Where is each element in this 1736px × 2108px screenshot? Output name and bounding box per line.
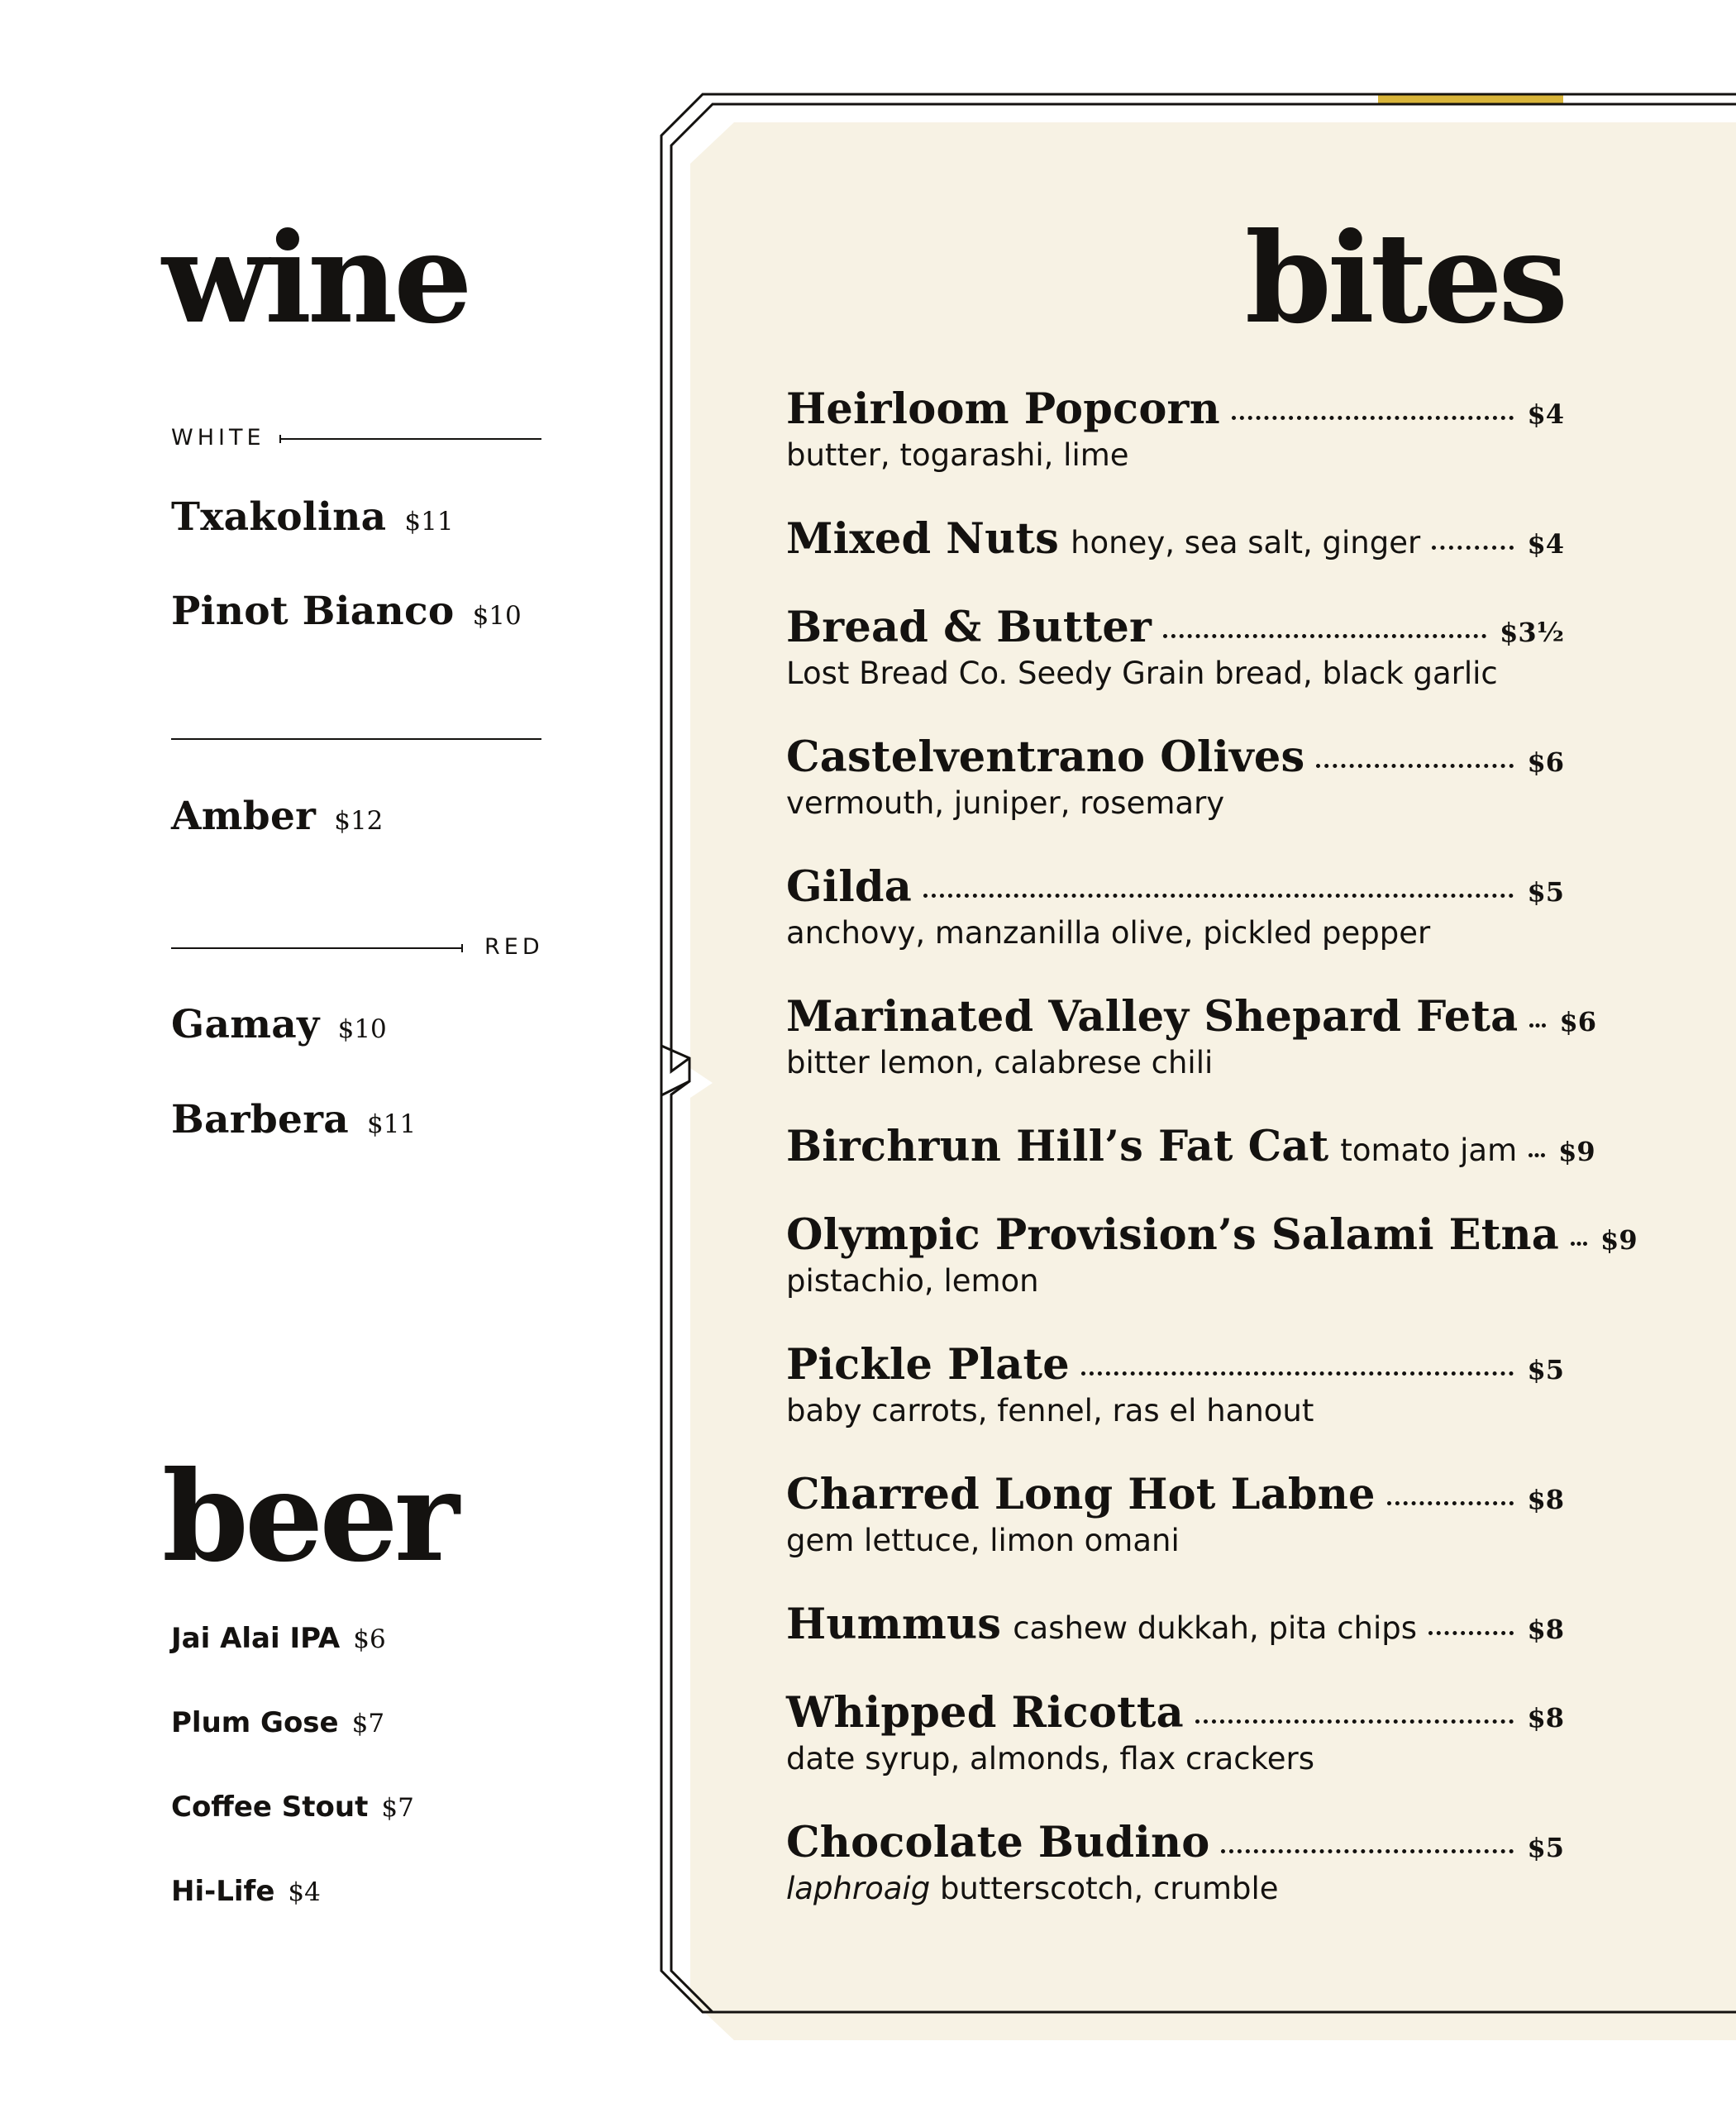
wine-name: Pinot Bianco [171,589,455,634]
wine-name: Amber [171,794,317,839]
beer-price: $6 [353,1624,386,1654]
bite-item [786,1340,1564,1429]
bite-price: $5 [1527,1354,1564,1385]
dotted-leader [1529,1153,1545,1157]
dotted-leader [923,894,1514,898]
bite-item [786,1818,1564,1907]
bite-price: $6 [1527,746,1564,778]
bite-name: Olympic Provision’s Salami Etna [786,1210,1560,1260]
bite-description-rest: butterscotch, crumble [930,1871,1279,1906]
bite-description: butter, togarashi, lime [786,437,1129,473]
bite-name: Charred Long Hot Labne [786,1470,1376,1519]
bite-name: Birchrun Hill’s Fat Cat [786,1122,1329,1171]
bite-item [786,1600,1564,1653]
wine-name: Txakolina [171,494,387,540]
bite-item [786,862,1564,951]
beer-name: Plum Gose [171,1706,339,1739]
bite-description: gem lettuce, limon omani [786,1523,1180,1558]
bite-description [786,1871,1564,1907]
bite-name: Mixed Nuts [786,514,1060,564]
beer-name: Hi-Life [171,1875,275,1908]
bite-price: $9 [1558,1136,1595,1167]
wine-price: $10 [472,601,522,631]
wine-price: $11 [404,507,454,537]
wine-name: Gamay [171,1002,320,1047]
card-frame-notch [661,1046,689,1095]
bite-description: baby carrots, fennel, ras el hanout [786,1393,1314,1428]
bite-name: Bread & Butter [786,603,1152,652]
bite-price: $5 [1527,876,1564,908]
bite-name: Marinated Valley Shepard Feta [786,992,1519,1042]
bite-price: $9 [1600,1224,1638,1256]
bite-item [786,1210,1638,1300]
wine-price: $11 [367,1109,417,1139]
beer-name: Coffee Stout [171,1791,369,1824]
bites-heading: bites [1244,206,1564,351]
bite-description: anchovy, manzanilla olive, pickled pepper [786,915,1431,951]
bite-name: Chocolate Budino [786,1818,1210,1867]
bite-item [786,603,1564,692]
wine-price: $10 [337,1014,387,1044]
dotted-leader [1081,1371,1514,1376]
bite-price: $8 [1527,1614,1564,1645]
bite-price: $8 [1527,1484,1564,1515]
bite-name: Castelventrano Olives [786,732,1305,782]
beer-heading: beer [162,1444,455,1590]
bite-description: date syrup, almonds, flax crackers [786,1741,1314,1777]
bite-item [786,514,1564,567]
dotted-leader [1195,1719,1514,1724]
bite-name: Hummus [786,1600,1002,1649]
bite-name: Pickle Plate [786,1340,1070,1390]
bite-name: Whipped Ricotta [786,1688,1184,1738]
dotted-leader [1529,1023,1546,1028]
bite-item [786,1470,1564,1559]
dotted-leader [1571,1242,1587,1246]
bite-name: Heirloom Popcorn [786,384,1220,434]
bite-price: $6 [1559,1006,1596,1037]
wine-name: Barbera [171,1097,350,1142]
beer-price: $7 [351,1709,385,1738]
bite-description: Lost Bread Co. Seedy Grain bread, black garlic [786,656,1498,691]
beer-name: Jai Alai IPA [171,1622,341,1655]
bite-description: vermouth, juniper, rosemary [786,785,1225,821]
bite-item [786,384,1564,474]
bite-description: cashew dukkah, pita chips [1013,1610,1418,1646]
beer-price: $4 [288,1877,321,1907]
dotted-leader [1232,416,1514,420]
dotted-leader [1316,764,1514,768]
bite-description: tomato jam [1340,1133,1518,1168]
dotted-leader [1387,1501,1514,1505]
bite-description: pistachio, lemon [786,1263,1039,1299]
white-section-label: WHITE [171,425,265,451]
wine-price: $12 [334,806,384,836]
dotted-leader [1432,546,1514,550]
bite-item [786,732,1564,822]
dotted-leader [1163,634,1486,638]
wine-heading: wine [162,206,469,351]
dotted-leader [1428,1631,1514,1635]
red-section-label: RED [484,934,544,960]
bite-item [786,1122,1595,1175]
bite-description: bitter lemon, calabrese chili [786,1045,1214,1080]
bite-price: $3½ [1500,617,1564,648]
bite-description: honey, sea salt, ginger [1071,525,1421,560]
accent-tab [1378,94,1563,104]
bite-price: $4 [1527,528,1564,560]
bite-name: Gilda [786,862,913,912]
bite-item [786,992,1596,1081]
bite-price: $4 [1527,398,1564,430]
beer-price: $7 [381,1793,414,1823]
bite-description-italic: laphroaig [786,1871,931,1906]
bite-price: $8 [1527,1702,1564,1734]
dotted-leader [1221,1849,1514,1853]
bite-price: $5 [1527,1832,1564,1863]
bite-item [786,1688,1564,1777]
